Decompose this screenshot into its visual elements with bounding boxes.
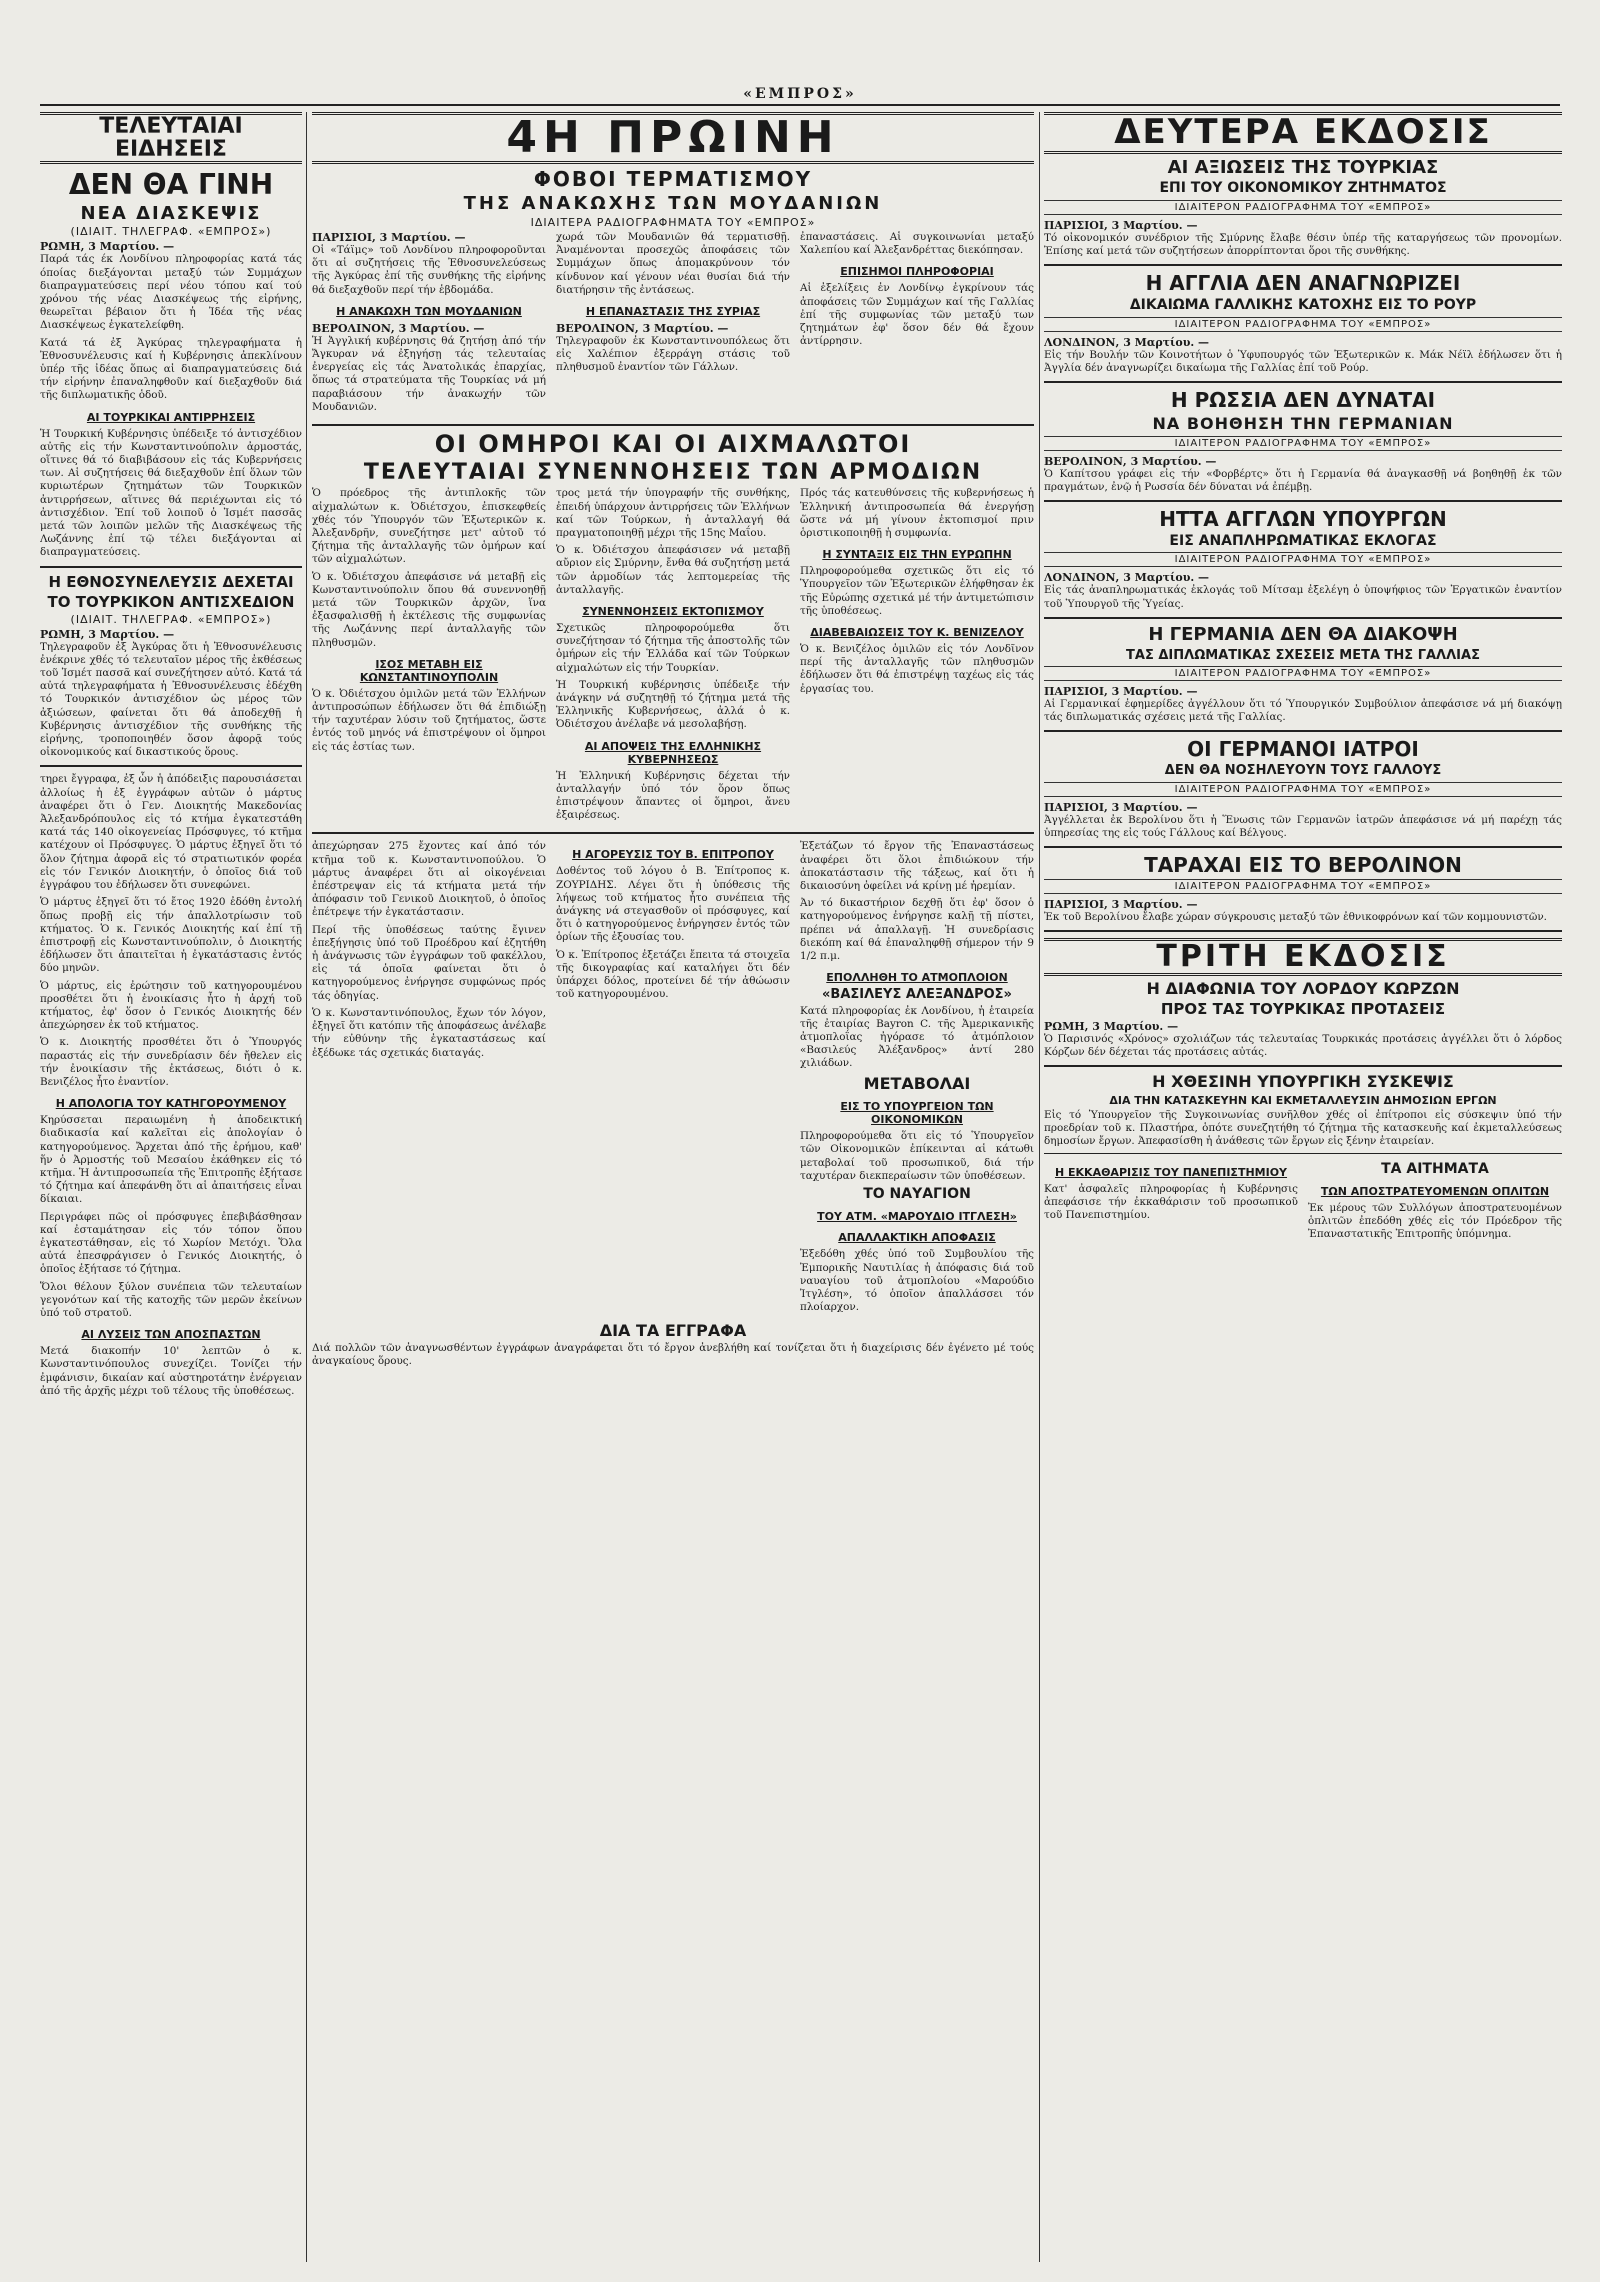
dateline: ΡΩΜΗ, 3 Μαρτίου. —: [40, 627, 175, 641]
headline: ΤΟ ΝΑΥΑΓΙΟΝ: [863, 1186, 971, 1202]
paragraph: Ὁ κ. Ἐπίτροπος ἐξετάζει ἔπειτα τά στοιχεῖα τῆς δικογραφίας καί καταλήγει ὅτι δέν ὑπάρχει δόλος, προτείνει δέ τήν ἀθώωσιν τοῦ κατηγορουμένου.: [556, 948, 790, 1001]
headline: ΦΟΒΟΙ ΤΕΡΜΑΤΙΣΜΟΥ: [533, 167, 813, 192]
subheading: Η ΕΠΑΝΑΣΤΑΣΙΣ ΤΗΣ ΣΥΡΙΑΣ: [585, 305, 761, 318]
paragraph: Ὁ πρόεδρος τῆς ἀντιπλοκῆς τῶν αἰχμαλώτων κ. Ὀδιέτσχου, ἐπισκεφθείς χθές τόν Ὑπουργόν τῶν Ἐξωτερικῶν κ. Ἀλεξανδρῆν, συνεζήτησε μετ' αὐτοῦ τό ζήτημα τῆς ἀνταλλαγῆς τῶν ὁμήρων καί τῶν αἰχμαλώτων.: [312, 487, 546, 566]
headline: ΤΑΡΑΧΑΙ ΕΙΣ ΤΟ ΒΕΡΟΛΙΝΟΝ: [1144, 853, 1462, 878]
paragraph: Σχετικῶς πληροφορούμεθα ὅτι συνεζήτησαν τό ζήτημα τῆς ἀποστολῆς τῶν ὁμήρων εἰς τήν Ἑλλάδα καί τῶν Τούρκων αἰχμαλώτων εἰς τήν Τουρκίαν.: [556, 622, 790, 674]
paragraph: Εἰς τάς ἀναπληρωματικάς ἐκλογάς τοῦ Μίτσαμ ἐξελέγη ὁ ὑποψήφιος τῶν Ἐργατικῶν ἐναντίον τοῦ Ὑπουργοῦ τῆς Ὑγείας.: [1044, 584, 1562, 610]
subheading: ΕΠΙΣΗΜΟΙ ΠΛΗΡΟΦΟΡΙΑΙ: [840, 265, 994, 279]
paragraph: Ἡ Ἀγγλική κυβέρνησις θά ζητήσῃ ἀπό τήν Ἄγκυραν νά ἐξηγήσῃ τάς τελευταίας ἐνεργείας εἰς τάς Ἀνατολικάς ἐπαρχίας, ὅπως τά στρατεύματα τῆς Τουρκίας νά μή παραβιάσουν τήν ἀνακωχήν τῶν Μουδανιῶν.: [312, 334, 546, 413]
article-block: [312, 231, 1034, 418]
paragraph: Ὁ κ. Ὀδιέτσχου ὁμιλῶν μετά τῶν Ἑλλήνων ἀντιπροσώπων ἐδήλωσεν ὅτι θά ἐπιδιώξῃ τήν ταχυτέραν λύσιν τοῦ ζητήματος, ὥστε ἐντός τοῦ μηνός νά ἐπιστρέψουν οἱ ὅμηροι εἰς τάς ἑστίας των.: [312, 687, 546, 753]
paragraph: Δοθέντος τοῦ λόγου ὁ Β. Ἐπίτροπος κ. ΖΟΥΡΙΔΗΣ. Λέγει ὅτι ἡ ὑπόθεσις τῆς λήψεως τοῦ κτήματος ἦτο συνέπεια τῆς ἀνάγκης νά στεγασθοῦν οἱ πρόσφυγες, καί ὅτι ὁ κατηγορούμενος ἐνήργησεν ἐντός τῶν ὁρίων τῆς ἐξουσίας του.: [556, 865, 790, 944]
subheading: Η ΕΚΚΑΘΑΡΙΣΙΣ ΤΟΥ ΠΑΝΕΠΙΣΤΗΜΙΟΥ: [1054, 1165, 1288, 1179]
paragraph: Κατά τά ἐξ Ἀγκύρας τηλεγραφήματα ἡ Ἐθνοσυνέλευσις καί ἡ Κυβέρνησις ἀπεκλίνουν ὑπέρ τῆς ἰδέας ὅπως αἱ διαπραγματεύσεις διά τήν εἰρήνην ἐπαναληφθοῦν καί διεξαχθοῦν διά τῆς διπλωματικῆς ὁδοῦ.: [40, 336, 302, 402]
paragraph: Μετά διακοπήν 10' λεπτῶν ὁ κ. Κωνσταντινόπουλος συνεχίζει. Τονίζει τήν ἐμφάνισιν, δικαίαν καί αὐστηροτάτην ἐνέργειαν ἀπό τῆς ἀρχῆς μέχρι τοῦ τέλους τῆς ὑποθέσεως.: [40, 1345, 302, 1397]
subheading: Η ΑΝΑΚΩΧΗ ΤΩΝ ΜΟΥΔΑΝΙΩΝ: [336, 304, 522, 318]
divider: [1044, 846, 1562, 848]
paragraph: τρος μετά τήν ὑπογραφήν τῆς συνθήκης, ἐπειδή ὑπάρχουν ἀντιρρήσεις τῶν Ἑλλήνων καί τῶν Τούρκων, ἡ ἀνταλλαγή θά πραγματοποιηθῇ μέχρι τῆς 15ης Μαΐου.: [556, 487, 790, 539]
paragraph: Ὁ μάρτυς, εἰς ἐρώτησιν τοῦ κατηγορουμένου προσθέτει ὅτι ἡ ἐνοικίασις ἦτο ἡ ἀρχή τοῦ κτήματος, ἐφ' ὅσον ὁ Γενικός Διοικητής δέν ἀπεχώρησεν ἐκ τοῦ κτήματος.: [40, 979, 302, 1032]
subheading: ΤΩΝ ΑΠΟΣΤΡΑΤΕΥΟΜΕΝΩΝ ΟΠΛΙΤΩΝ: [1320, 1184, 1550, 1198]
paragraph: Ὁ κ. Ὀδιέτσχου ἀπεφάσισεν νά μεταβῇ αὔριον εἰς Σμύρνην, ἔνθα θά συζητήσῃ μετά τῶν ἀρμοδίων τάς λεπτομερείας τῆς ἀνταλλαγῆς.: [556, 544, 790, 596]
subheading: ΤΟΥ ΑΤΜ. «ΜΑΡΟΥΔΙΟ ΙΤΓΛΕΣΗ»: [817, 1210, 1017, 1224]
headline: ΗΤΤΑ ΑΓΓΛΩΝ ΥΠΟΥΡΓΩΝ: [1159, 507, 1447, 532]
headline: ΔΕΝ ΘΑ ΓΙΝΗ: [68, 168, 274, 202]
paragraph: Ὁ κ. Διοικητής προσθέτει ὅτι ὁ Ὑπουργός παραστάς εἰς τήν συνεδρίασιν δέν ἤθελεν εἰς τήν ἐνοικίασιν τῆς ἐκτάσεως, διότι ὁ κ. Βενιζέλος ἦτο ἐναντίον.: [40, 1036, 302, 1088]
divider: [40, 765, 302, 767]
dateline: ΒΕΡΟΛΙΝΟΝ, 3 Μαρτίου. —: [1044, 454, 1217, 468]
paragraph: Τό οἰκονομικόν συνέδριον τῆς Σμύρνης ἔλαβε θέσιν ὑπέρ τῆς καταργήσεως τῶν προνομίων. Ἐπίσης καί μετά τῶν συζητήσεων ἀπορρίπτονται ὅροι τῆς συνθήκης.: [1044, 231, 1562, 258]
masthead: «ΕΜΠΡΟΣ»: [40, 86, 1560, 106]
headline: ΤΑ ΑΙΤΗΜΑΤΑ: [1381, 1160, 1489, 1177]
divider: [1044, 1065, 1562, 1067]
column-rule: [306, 112, 307, 2262]
headline: Η ΧΘΕΣΙΝΗ ΥΠΟΥΡΓΙΚΗ ΣΥΣΚΕΨΙΣ: [1152, 1072, 1454, 1092]
subheading: ΙΣΟΣ ΜΕΤΑΒΗ ΕΙΣ ΚΩΝΣΤΑΝΤΙΝΟΥΠΟΛΙΝ: [359, 657, 499, 684]
paragraph: Ἡ Ἑλληνική Κυβέρνησις δέχεται τήν ἀνταλλαγήν ὑπό τόν ὅρον ὅπως ἐπιστρέψουν ἅπαντες οἱ ὅμηροι, ἄνευ ἐξαιρέσεως.: [556, 769, 790, 822]
paragraph: Ἐκ τοῦ Βερολίνου ἔλαβε χώραν σύγκρουσις μεταξύ τῶν ἐθνικοφρόνων καί τῶν κομμουνιστῶν.: [1044, 911, 1547, 924]
dateline: ΡΩΜΗ, 3 Μαρτίου. —: [40, 240, 175, 254]
right-column: [1044, 112, 1562, 2272]
paragraph: Κατά πληροφορίας ἐκ Λονδίνου, ἡ ἑταιρεία τῆς ἐταιρίας Bayron C. τῆς Ἀμερικανικῆς ἀτμοπλοΐας ἠγόρασε τό ἀτμόπλοιον «Βασιλεύς Ἀλέξανδρος» ἀντί 280 χιλιάδων.: [800, 1004, 1034, 1070]
column-rule: [1039, 112, 1040, 2262]
headline: ΕΠΙ ΤΟΥ ΟΙΚΟΝΟΜΙΚΟΥ ΖΗΤΗΜΑΤΟΣ: [1159, 180, 1447, 197]
paragraph: Αἱ ἐξελίξεις ἐν Λονδίνῳ ἐγκρίνουν τάς ἀποφάσεις τῶν Συμμάχων καί τῆς Γαλλίας ἐπί τῆς συμφωνίας τῶν μεταξύ των ζητημάτων ἐφ' ὅσον δέν θά ἔχουν ἀντίρρησιν.: [800, 282, 1034, 348]
subheading: ΔΙΑΒΕΒΑΙΩΣΕΙΣ ΤΟΥ Κ. ΒΕΝΙΖΕΛΟΥ: [810, 626, 1024, 640]
dateline: ΡΩΜΗ, 3 Μαρτίου. —: [1044, 1019, 1179, 1033]
dateline: ΠΑΡΙΣΙΟΙ, 3 Μαρτίου. —: [1044, 684, 1198, 698]
paragraph: Περί τῆς ὑποθέσεως ταύτης ἔγινεν ἐπεξήγησις ὑπό τοῦ Προέδρου καί ἐζητήθη ἡ ἀνάγνωσις τῶν ἐγγράφων τοῦ φακέλλου, εἰς τά ὁποῖα φαίνεται ὅτι ὁ κατηγορούμενος ἐνήργησε συμφώνως πρός τάς ὁδηγίας.: [312, 923, 546, 1002]
headline: ΝΑ ΒΟΗΘΗΣΗ ΤΗΝ ΓΕΡΜΑΝΙΑΝ: [1152, 414, 1454, 434]
paragraph: Ὁ Παρισινός «Χρόνος» σχολιάζων τάς τελευταίας Τουρκικάς προτάσεις ἀγγέλλει ὅτι ὁ λόρδος Κόρζων δέν δέχεται τάς προτάσεις αὐτάς.: [1044, 1032, 1562, 1059]
headline: Η ΓΕΡΜΑΝΙΑ ΔΕΝ ΘΑ ΔΙΑΚΟΨΗ: [1148, 623, 1458, 645]
divider: [1044, 930, 1562, 932]
paragraph: Εἰς τήν Βουλήν τῶν Κοινοτήτων ὁ Ὑφυπουργός τῶν Ἐξωτερικῶν κ. Μάκ Νέϊλ ἐδήλωσεν ὅτι ἡ Ἀγγλία δέν ἀναγνωρίζει δικαίωμα τῆς Γαλλίας ἐπί τοῦ Ρούρ.: [1044, 348, 1562, 374]
headline: ΤΑΣ ΔΙΠΛΩΜΑΤΙΚΑΣ ΣΧΕΣΕΙΣ ΜΕΤΑ ΤΗΣ ΓΑΛΛΙΑΣ: [1126, 647, 1480, 663]
dateline: ΠΑΡΙΣΙΟΙ, 3 Μαρτίου. —: [1044, 218, 1198, 232]
middle-title: 4Η ΠΡΩΙΝΗ: [312, 112, 1034, 164]
paragraph: Αἱ Γερμανικαί ἐφημερίδες ἀγγέλλουν ὅτι τό Ὑπουργικόν Συμβούλιον ἀπεφάσισε νά μή διακόψῃ τάς διπλωματικάς σχέσεις μετά τῆς Γαλλίας.: [1044, 697, 1562, 724]
headline: ΔΙΑ ΤΗΝ ΚΑΤΑΣΚΕΥΗΝ ΚΑΙ ΕΚΜΕΤΑΛΛΕΥΣΙΝ ΔΗΜΟΣΙΩΝ ΕΡΓΩΝ: [1109, 1093, 1497, 1107]
headline: Η ΕΘΝΟΣΥΝΕΛΕΥΣΙΣ ΔΕΧΕΤΑΙ: [48, 572, 294, 591]
radiogram-label: ΙΔΙΑΙΤΕΡΟΝ ΡΑΔΙΟΓΡΑΦΗΜΑ ΤΟΥ «ΕΜΠΡΟΣ»: [1044, 317, 1562, 332]
radiogram-label: ΙΔΙΑΙΤΕΡΟΝ ΡΑΔΙΟΓΡΑΦΗΜΑ ΤΟΥ «ΕΜΠΡΟΣ»: [1044, 436, 1562, 451]
article-block: [1044, 1158, 1562, 1246]
subheading: ΣΥΝΕΝΝΟΗΣΕΙΣ ΕΚΤΟΠΙΣΜΟΥ: [582, 605, 764, 619]
paragraph: Περιγράφει πῶς οἱ πρόσφυγες ἐπεβιβάσθησαν καί ἐσταμάτησαν εἰς τόν τόπον ὅπου ἐγκατεστάθησαν, εἰς τό Χωρίον Μετόχι. Ὅλα αὐτά ἐπεσφράγισεν ὁ Γενικός Διοικητής, ὁ ὁποῖος ἐξήτασε τό ζήτημα.: [40, 1210, 302, 1276]
subheading: ΑΙ ΛΥΣΕΙΣ ΤΩΝ ΑΠΟΣΠΑΣΤΩΝ: [81, 1328, 261, 1342]
paragraph: Οἱ «Τάϊμς» τοῦ Λονδίνου πληροφοροῦνται ὅτι αἱ συζητήσεις τῆς Ἐθνοσυνελεύσεως τῆς Ἀγκύρας ἐπί τῆς συνθήκης τῆς εἰρήνης θά διεξαχθοῦν περί τήν ἑβδομάδα.: [312, 243, 546, 296]
middle-column: [312, 112, 1034, 2272]
divider: [1044, 1153, 1562, 1154]
dateline: ΛΟΝΔΙΝΟΝ, 3 Μαρτίου. —: [1044, 335, 1209, 349]
paragraph: Κηρύσσεται περαιωμένη ἡ ἀποδεικτική διαδικασία καί καλεῖται εἰς ἀπολογίαν ὁ κατηγορούμενος. Ἄρχεται ἀπό τῆς ἐρήμου, καθ' ἥν ὁ Ἀρμοστής τοῦ Μεσαίου ἐκάθηκεν εἰς τό κτῆμα. Ἡ ἀντιπροσωπεία τῆς Ἐπιτροπῆς ἐξήτασε τό ζήτημα καί ἀπεφάνθη ὅτι αἱ ἀπαιτήσεις εἶναι δίκαιαι.: [40, 1114, 302, 1206]
sub-heading: ΙΔΙΑΙΤΕΡΑ ΡΑΔΙΟΓΡΑΦΗΜΑΤΑ ΤΟΥ «ΕΜΠΡΟΣ»: [530, 215, 816, 229]
dateline: ΠΑΡΙΣΙΟΙ, 3 Μαρτίου. —: [1044, 800, 1198, 814]
headline: ΑΙ ΑΞΙΩΣΕΙΣ ΤΗΣ ΤΟΥΡΚΙΑΣ: [1167, 156, 1439, 178]
paragraph: Εἰς τό Ὑπουργεῖον τῆς Συγκοινωνίας συνῆλθον χθές οἱ ἐπίτροποι εἰς σύσκεψιν ὑπό τήν προεδρίαν τοῦ κ. Πλαστήρα, ὁπότε συνεζητήθη τό ζήτημα τῆς κατασκευῆς καί ἐκμεταλλεύσεως δημοσίων ἔργων. Ἀπεφασίσθη ἡ ἀνάθεσις τῶν ἔργων εἰς ξένην ἑταιρείαν.: [1044, 1108, 1562, 1148]
paragraph: ἀπεχώρησαν 275 ἔχοντες καί ἀπό τόν κτῆμα τοῦ κ. Κωνσταντινοπούλου. Ὁ μάρτυς ἀναφέρει ὅτι αἱ οἰκογένειαι ἐπέστρεψαν εἰς τά κτήματα μετά τήν ἀπόφασιν τοῦ Γενικοῦ Διοικητοῦ, ὁ ὁποῖος ἐπέτρεψε τήν ἐγκατάστασιν.: [312, 840, 546, 919]
right-title: ΔΕΥΤΕΡΑ ΕΚΔΟΣΙΣ: [1044, 112, 1562, 154]
paragraph: Ἀν τό δικαστήριον δεχθῇ ὅτι ἐφ' ὅσον ὁ κατηγορούμενος ἐνήργησε καλῇ τῇ πίστει, πρέπει νά ἀπαλλαγῇ. Ἡ συνεδρίασις διεκόπη καί θά ἐπαναληφθῇ σήμερον τήν 9 1/2 π.μ.: [800, 897, 1034, 963]
paragraph: χωρά τῶν Μουδανιῶν θά τερματισθῇ. Ἀναμένονται προσεχῶς ἀποφάσεις τῶν Συμμάχων ὅπως ἀπομακρύνουν τόν κίνδυνον καί γένουν νέαι θυσίαι διά τήν διατήρησιν τῆς ἐντάσεως.: [556, 230, 790, 296]
subheading: ΕΠΟΛΛΗΘΗ ΤΟ ΑΤΜΟΠΛΟΙΟΝ: [826, 971, 1008, 985]
paragraph: Πληροφορούμεθα σχετικῶς ὅτι εἰς τό Ὑπουργεῖον τῶν Ἐξωτερικῶν ἐλήφθησαν ἐκ τῆς Εὐρώπης σχετικά μέ τήν ἀντιμετώπισιν τῆς ὑποθέσεως.: [800, 565, 1034, 617]
paragraph: Ὁ μάρτυς ἐξηγεῖ ὅτι τό ἔτος 1920 ἐδόθη ἐντολή ὅπως προβῇ εἰς τήν ἀπαλλοτρίωσιν τοῦ κτήματος. Ὁ κ. Γενικός Διοικητής καί ἐπί τῇ ἐπιστροφῇ εἰς Κωνσταντινούπολιν, ὁ Διοικητής ἐδήλωσεν ὅτι ἀπαιτεῖται ἡ ἐγκατάστασις ἐντός δύο μηνῶν.: [40, 896, 302, 975]
headline: ΕΙΣ ΑΝΑΠΛΗΡΩΜΑΤΙΚΑΣ ΕΚΛΟΓΑΣ: [1169, 533, 1437, 550]
article-block: [312, 487, 1034, 826]
headline: Η ΑΓΓΛΙΑ ΔΕΝ ΑΝΑΓΝΩΡΙΖΕΙ: [1145, 271, 1461, 296]
dateline: ΠΑΡΙΣΙΟΙ, 3 Μαρτίου. —: [312, 230, 466, 244]
subheading: Η ΑΓΟΡΕΥΣΙΣ ΤΟΥ Β. ΕΠΙΤΡΟΠΟΥ: [572, 848, 774, 862]
paragraph: Τηλεγραφοῦν ἐκ Κωνσταντινουπόλεως ὅτι εἰς Χαλέπιον ἐξερράγη στάσις τοῦ πληθυσμοῦ ἐναντίον τῶν Γάλλων.: [556, 335, 790, 374]
headline: ΝΕΑ ΔΙΑΣΚΕΨΙΣ: [80, 202, 262, 224]
headline: ΠΡΟΣ ΤΑΣ ΤΟΥΡΚΙΚΑΣ ΠΡΟΤΑΣΕΙΣ: [1160, 1000, 1446, 1019]
divider: [312, 424, 1034, 426]
headline: ΔΙΑ ΤΑ ΕΓΓΡΑΦΑ: [599, 1321, 747, 1341]
radiogram-label: ΙΔΙΑΙΤΕΡΟΝ ΡΑΔΙΟΓΡΑΦΗΜΑ ΤΟΥ «ΕΜΠΡΟΣ»: [1044, 782, 1562, 797]
paragraph: Κατ' ἀσφαλεῖς πληροφορίας ἡ Κυβέρνησις ἀπεφάσισε τήν ἐκκαθάρισιν τοῦ προσωπικοῦ τοῦ Πανεπιστημίου.: [1044, 1182, 1298, 1221]
divider: [1044, 617, 1562, 619]
paragraph: Ἐξετάζων τό ἔργον τῆς Ἐπαναστάσεως ἀναφέρει ὅτι ὅλοι ἐπιδιώκουν τήν ἀποκατάστασιν τῆς τάξεως, καί ὅτι ἡ δικαιοσύνη ὀφείλει νά κρίνῃ μέ ἠρεμίαν.: [800, 840, 1034, 893]
dateline: ΒΕΡΟΛΙΝΟΝ, 3 Μαρτίου. —: [312, 321, 485, 335]
headline: ΔΕΝ ΘΑ ΝΟΣΗΛΕΥΟΥΝ ΤΟΥΣ ΓΑΛΛΟΥΣ: [1164, 763, 1442, 779]
paragraph: Ὁ Καπίτσου γράφει εἰς τήν «Φορβέρτς» ὅτι ἡ Γερμανία θά ἀναγκασθῇ νά βοηθηθῇ ἐκ τῶν πραγμάτων, ἐνῷ ἡ Ρωσσία δέν δύναται νά ἐπέμβῃ.: [1044, 467, 1562, 493]
divider: [1044, 730, 1562, 732]
radiogram-label: ΙΔΙΑΙΤΕΡΟΝ ΡΑΔΙΟΓΡΑΦΗΜΑ ΤΟΥ «ΕΜΠΡΟΣ»: [1044, 552, 1562, 567]
dateline: ΛΟΝΔΙΝΟΝ, 3 Μαρτίου. —: [1044, 571, 1209, 585]
radiogram-label: ΙΔΙΑΙΤΕΡΟΝ ΡΑΔΙΟΓΡΑΦΗΜΑ ΤΟΥ «ΕΜΠΡΟΣ»: [1044, 200, 1562, 215]
dateline: ΒΕΡΟΛΙΝΟΝ, 3 Μαρτίου. —: [556, 322, 729, 335]
headline: ΔΙΚΑΙΩΜΑ ΓΑΛΛΙΚΗΣ ΚΑΤΟΧΗΣ ΕΙΣ ΤΟ ΡΟΥΡ: [1129, 297, 1477, 314]
headline: ΤΕΛΕΥΤΑΙΑΙ ΣΥΝΕΝΝΟΗΣΕΙΣ ΤΩΝ ΑΡΜΟΔΙΩΝ: [363, 460, 983, 486]
paragraph: Ὁ κ. Κωνσταντινόπουλος, ἔχων τόν λόγον, ἐξηγεῖ ὅτι κατόπιν τῆς ἀποφάσεως ἀνέλαβε τήν εὐθύνην τῆς ἐγκαταστάσεως καί ἐξέδωκε τάς σχετικάς διαταγάς.: [312, 1006, 546, 1059]
paragraph: Ὅλοι θέλουν ξύλον συνέπεια τῶν τελευταίων γεγονότων καί τῆς κατοχῆς τῶν μερῶν ἐκείνων ὑπό τοῦ στρατοῦ.: [40, 1280, 302, 1319]
subheading: ΑΙ ΑΠΟΨΕΙΣ ΤΗΣ ΕΛΛΗΝΙΚΗΣ ΚΥΒΕΡΝΗΣΕΩΣ: [584, 739, 762, 766]
article-block: [312, 840, 1034, 1318]
paragraph: Ἐξεδόθη χθές ὑπό τοῦ Συμβουλίου τῆς Ἐμπορικῆς Ναυτιλίας ἡ ἀπόφασις διά τοῦ ναυαγίου τοῦ ἀτμοπλοίου «Μαρούδιο Ἰτγλέση», τό ὁποῖον ἀπαλλάσσει τόν πλοίαρχον.: [800, 1248, 1034, 1314]
paragraph: Διά πολλῶν τῶν ἀναγνωσθέντων ἐγγράφων ἀναγράφεται ὅτι τό ἔργον ἀνεβλήθη καί τονίζεται ὅτι ἡ διαχείρισις δέν ἐγένετο μέ τούς ἀναγκαίους ὅρους.: [312, 1342, 1034, 1368]
subheading: ΑΠΑΛΛΑΚΤΙΚΗ ΑΠΟΦΑΣΙΣ: [838, 1231, 996, 1245]
paragraph: Πρός τάς κατευθύνσεις τῆς κυβερνήσεως ἡ Ἑλληνική ἀντιπροσωπεία θά ἐνεργήσῃ ὥστε νά μή γίνουν ἐκτοπισμοί πριν ὁριστικοποιηθῇ ἡ συμφωνία.: [800, 487, 1034, 539]
paragraph: Ἐκ μέρους τῶν Συλλόγων ἀποστρατευομένων ὁπλιτῶν ἐπεδόθη χθές εἰς τόν Πρόεδρον τῆς Ἐπαναστατικῆς Ἐπιτροπῆς ὑπόμνημα.: [1308, 1201, 1562, 1241]
paragraph: Ἡ Τουρκική Κυβέρνησις ὑπέδειξε τό ἀντισχέδιον αὐτῆς εἰς τήν Κωνσταντινούπολιν ἀρμοστάς, οἵτινες θά τό διαβιβάσουν εἰς τάς Κυβερνήσεις των. Αἱ συζητήσεις θά διεξαχθοῦν ἐπί ὅλων τῶν κυριωτέρων ζητημάτων τῶν Τουρκικῶν ἀντιρρήσεων, αἵτινες θά περιέχωνται εἰς τό ἀντισχέδιον. Ἐπί τοῦ λοιποῦ ὁ Ἰσμέτ πασσᾶς μετά τῶν λοιπῶν μελῶν τῆς Διασκέψεως τῆς Λωζάννης ἐπί τῷ τέλει διεξάγονται αἱ διαπραγματεύσεις.: [40, 427, 302, 559]
subheading: ΑΙ ΤΟΥΡΚΙΚΑΙ ΑΝΤΙΡΡΗΣΕΙΣ: [86, 410, 256, 424]
dateline: ΠΑΡΙΣΙΟΙ, 3 Μαρτίου. —: [1044, 898, 1198, 912]
left-column: [40, 112, 302, 2272]
paragraph: Ὁ κ. Βενιζέλος ὁμιλῶν εἰς τόν Λονδῖνον περί τῆς ἀνταλλαγῆς τῶν πληθυσμῶν ἐδήλωσεν ὅτι θά ἐπιστρέψῃ ταχέως εἰς τάς ἐργασίας του.: [800, 643, 1034, 695]
headline: ΤΗΣ ΑΝΑΚΩΧΗΣ ΤΩΝ ΜΟΥΔΑΝΙΩΝ: [463, 193, 883, 215]
paragraph: Ἡ Τουρκική κυβέρνησις ὑπέδειξε τήν ἀνάγκην νά συζητηθῇ τό ζήτημα μετά τῆς Ἑλληνικῆς Κυβερνήσεως, ἀλλά ὁ κ. Ὀδιέτσχου ἀνέλαβε νά μεσολαβήσῃ.: [556, 678, 790, 731]
divider: [1044, 381, 1562, 383]
paragraph: Πληροφορούμεθα ὅτι εἰς τό Ὑπουργεῖον τῶν Οἰκονομικῶν ἐπίκεινται αἱ κάτωθι μεταβολαί τοῦ προσωπικοῦ, διά τήν ταχυτέραν διεκπεραίωσιν τῶν ὑποθέσεων.: [800, 1130, 1034, 1182]
radiogram-label: ΙΔΙΑΙΤΕΡΟΝ ΡΑΔΙΟΓΡΑΦΗΜΑ ΤΟΥ «ΕΜΠΡΟΣ»: [1044, 879, 1562, 894]
headline: ΤΟ ΤΟΥΡΚΙΚΟΝ ΑΝΤΙΣΧΕΔΙΟΝ: [47, 593, 295, 612]
subheading: Η ΑΠΟΛΟΓΙΑ ΤΟΥ ΚΑΤΗΓΟΡΟΥΜΕΝΟΥ: [55, 1097, 287, 1111]
divider: [1044, 500, 1562, 502]
source-line: (ΙΔΙΑΙΤ. ΤΗΛΕΓΡΑΦ. «ΕΜΠΡΟΣ»): [70, 612, 272, 626]
headline: ΟΙ ΟΜΗΡΟΙ ΚΑΙ ΟΙ ΑΙΧΜΑΛΩΤΟΙ: [434, 430, 912, 459]
paragraph: Παρά τάς έκ Λονδίνου πληροφορίας κατά τάς όποίας διεξάγονται μεταξύ τών Συμμάχων διαπραγματεύσεις περί νέου τόπου καί τού χρόνου τής νέας Διασκέψεως τής εἰρήνης, θεωρεῖται βέβαιον ὅτι ἡ Ἰδέα τῆς νέας Διασκέψεως ἐγκατελείφθη.: [40, 253, 302, 332]
headline: ΟΙ ΓΕΡΜΑΝΟΙ ΙΑΤΡΟΙ: [1187, 737, 1419, 762]
headline: ΜΕΤΑΒΟΛΑΙ: [863, 1073, 971, 1093]
divider: [40, 566, 302, 568]
headline: «ΒΑΣΙΛΕΥΣ ΑΛΕΞΑΝΔΡΟΣ»: [822, 987, 1012, 1003]
paragraph: τηρει ἔγγραφα, ἐξ ὧν ἡ ἀπόδειξις παρουσιάσεται ἀλλοίως ἡ ἐξ ἐγγράφων αὐτῶν ὁ μάρτυς ἀναφέρει ὅτι ὁ Γεν. Διοικητής Μακεδονίας Ἀλεξανδρόπουλος εἰς τό κτήμα ἐγκατεστάθη κατά τάς 140 οἰκογενείας Πρόσφυγες, τό κτῆμα κατέχουν οἱ Πρόσφυγες. Ὁ μάρτυς ἐξηγεῖ ὅτι τό ὅλον ζήτημα ἀφορᾶ εἰς τό στρατιωτικόν φορέα εἰς τόν Γενικόν Διοικητήν, ὁ ὁποῖος διά τοῦ ἐγγράφου του ἐδήλωσεν ὅτι συνεφώνει.: [40, 773, 302, 892]
divider: [1044, 264, 1562, 266]
subheading: Η ΣΥΝΤΑΞΙΣ ΕΙΣ ΤΗΝ ΕΥΡΩΠΗΝ: [822, 548, 1012, 562]
radiogram-label: ΙΔΙΑΙΤΕΡΟΝ ΡΑΔΙΟΓΡΑΦΗΜΑ ΤΟΥ «ΕΜΠΡΟΣ»: [1044, 666, 1562, 681]
third-edition-title: ΤΡΙΤΗ ΕΚΔΟΣΙΣ: [1044, 938, 1562, 976]
headline: Η ΔΙΑΦΩΝΙΑ ΤΟΥ ΛΟΡΔΟΥ ΚΩΡΖΩΝ: [1146, 978, 1460, 998]
paragraph: Ἀγγέλλεται ἐκ Βερολίνου ὅτι ἡ Ἕνωσις τῶν Γερμανῶν ἰατρῶν ἀπεφάσισε νά μή παρέχῃ τάς ὑπηρεσίας της εἰς τούς Γάλλους καί Βέλγους.: [1044, 813, 1562, 839]
headline: Η ΡΩΣΣΙΑ ΔΕΝ ΔΥΝΑΤΑΙ: [1170, 388, 1436, 413]
paragraph: Τηλεγραφοῦν ἐξ Ἀγκύρας ὅτι ἡ Ἐθνοσυνέλευσις ἐνέκρινε χθές τό τελευταῖον μέρος τῆς ἐκθέσεως τοῦ Ἰσμέτ πασσᾶ καί συνεζήτησεν αὐτό. Κατά τά αὐτά τηλεγραφήματα ἡ Ἐθνοσυνέλευσις ἐδέχθη τό Τουρκικόν ἀντισχέδιον ὡς μέρος τῶν ἀξιώσεων, φαίνεται ὅτι θά ἀποδεχθῇ ἡ Κυβέρνησις ἀντισχέδιον τῆς συνθήκης τῆς εἰρήνης, τροποποιηθέν ὅσον ἀφορᾷ τούς οἰκονομικούς καί δικαστικούς ὅρους.: [40, 640, 302, 759]
paragraph: Ὁ κ. Ὀδιέτσχου ἀπεφάσισε νά μεταβῇ εἰς Κωνσταντινούπολιν ὅπου θά συνεννοηθῇ μετά τῶν Τουρκικῶν ἀρχῶν, ἵνα ἐξασφαλισθῇ ἡ ἐκτέλεσις τῆς συμφωνίας τῆς Λωζάννης περί ἀνταλλαγῆς τῶν πληθυσμῶν.: [312, 570, 546, 649]
divider: [312, 832, 1034, 834]
left-title: ΤΕΛΕΥΤΑΙΑΙ ΕΙΔΗΣΕΙΣ: [40, 112, 302, 164]
paragraph: ἐπαναστάσεις. Αἱ συγκοινωνίαι μεταξύ Χαλεπίου καί Ἀλεξανδρέττας διεκόπησαν.: [800, 230, 1034, 257]
subheading: ΕΙΣ ΤΟ ΥΠΟΥΡΓΕΙΟΝ ΤΩΝ ΟΙΚΟΝΟΜΙΚΩΝ: [840, 1100, 994, 1127]
source-line: (ΙΔΙΑΙΤ. ΤΗΛΕΓΡΑΦ. «ΕΜΠΡΟΣ»): [70, 225, 272, 239]
